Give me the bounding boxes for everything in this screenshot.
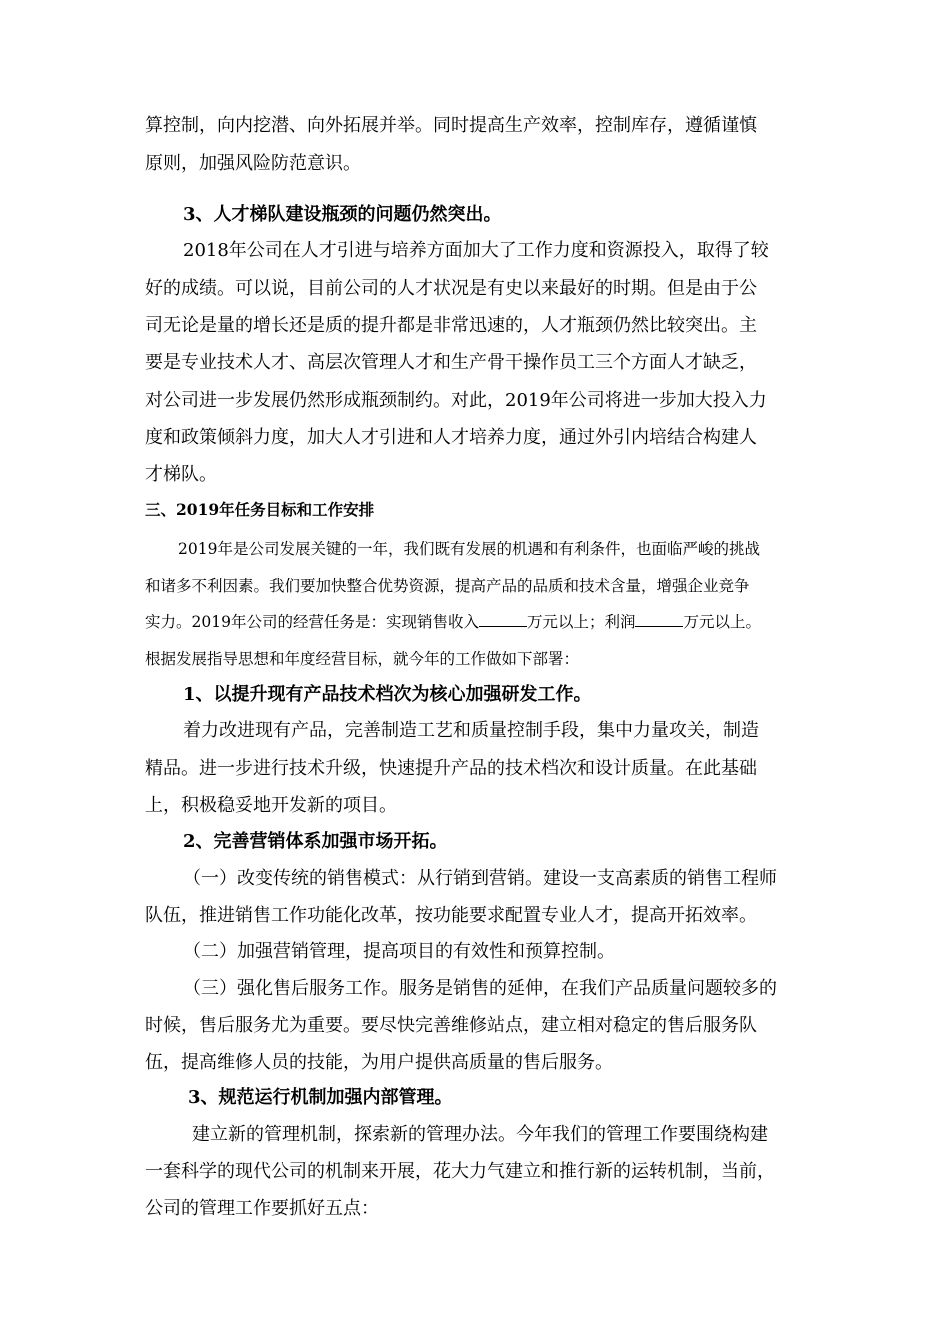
paragraph-line: 对公司进一步发展仍然形成瓶颈制约。对此，2019年公司将进一步加大投入力 — [145, 390, 767, 411]
profit-blank[interactable] — [635, 610, 683, 627]
task-text: 实力。2019年公司的经营任务是：实现销售收入 — [145, 613, 479, 631]
paragraph-line: 上，积极稳妥地开发新的项目。 — [145, 795, 397, 816]
paragraph-line: 队伍，推进销售工作功能化改革，按功能要求配置专业人才，提高开拓效率。 — [145, 905, 757, 926]
paragraph-line: 着力改进现有产品，完善制造工艺和质量控制手段，集中力量攻关，制造 — [183, 720, 759, 741]
paragraph-line: （三）强化售后服务工作。服务是销售的延伸，在我们产品质量问题较多的 — [183, 978, 777, 999]
section-heading: 3、人才梯队建设瓶颈的问题仍然突出。 — [183, 204, 502, 225]
paragraph-line: （二）加强营销管理，提高项目的有效性和预算控制。 — [183, 941, 615, 962]
paragraph-line: 原则，加强风险防范意识。 — [145, 153, 361, 174]
paragraph-line: 司无论是量的增长还是质的提升都是非常迅速的，人才瓶颈仍然比较突出。主 — [145, 315, 757, 336]
task-line — [145, 609, 950, 635]
paragraph-line: 好的成绩。可以说，目前公司的人才状况是有史以来最好的时期。但是由于公 — [145, 278, 757, 299]
paragraph-line: 2018年公司在人才引进与培养方面加大了工作力度和资源投入，取得了较 — [183, 240, 769, 261]
paragraph-line: 伍，提高维修人员的技能，为用户提供高质量的售后服务。 — [145, 1052, 613, 1073]
paragraph-line: 要是专业技术人才、高层次管理人才和生产骨干操作员工三个方面人才缺乏， — [145, 352, 757, 373]
paragraph-line: 才梯队。 — [145, 464, 217, 485]
paragraph-line: 建立新的管理机制，探索新的管理办法。今年我们的管理工作要围绕构建 — [192, 1124, 768, 1145]
paragraph-line: 公司的管理工作要抓好五点： — [145, 1198, 379, 1219]
paragraph-line: 2019年是公司发展关键的一年，我们既有发展的机遇和有利条件，也面临严峻的挑战 — [178, 540, 760, 558]
paragraph-line: 精品。进一步进行技术升级，快速提升产品的技术档次和设计质量。在此基础 — [145, 758, 757, 779]
section-heading: 3、规范运行机制加强内部管理。 — [188, 1087, 453, 1108]
paragraph-line: （一）改变传统的销售模式：从行销到营销。建设一支高素质的销售工程师 — [183, 868, 777, 889]
paragraph-line: 时候，售后服务尤为重要。要尽快完善维修站点，建立相对稳定的售后服务队 — [145, 1015, 757, 1036]
paragraph-line: 一套科学的现代公司的机制来开展，花大力气建立和推行新的运转机制，当前， — [145, 1161, 775, 1182]
paragraph-line: 和诸多不利因素。我们要加快整合优势资源，提高产品的品质和技术含量，增强企业竞争 — [145, 577, 750, 595]
paragraph-line: 算控制，向内挖潜、向外拓展并举。同时提高生产效率，控制库存，遵循谨慎 — [145, 115, 757, 136]
task-text-end: 万元以上。 — [683, 613, 761, 631]
paragraph-line: 根据发展指导思想和年度经营目标，就今年的工作做如下部署： — [145, 650, 580, 668]
sales-blank[interactable] — [479, 610, 527, 627]
task-text-mid: 万元以上；利润 — [526, 613, 636, 631]
chapter-heading: 三、2019年任务目标和工作安排 — [145, 500, 375, 519]
paragraph-line: 度和政策倾斜力度，加大人才引进和人才培养力度，通过外引内培结合构建人 — [145, 427, 757, 448]
section-heading: 2、完善营销体系加强市场开拓。 — [183, 831, 448, 852]
section-heading: 1、以提升现有产品技术档次为核心加强研发工作。 — [183, 684, 592, 705]
